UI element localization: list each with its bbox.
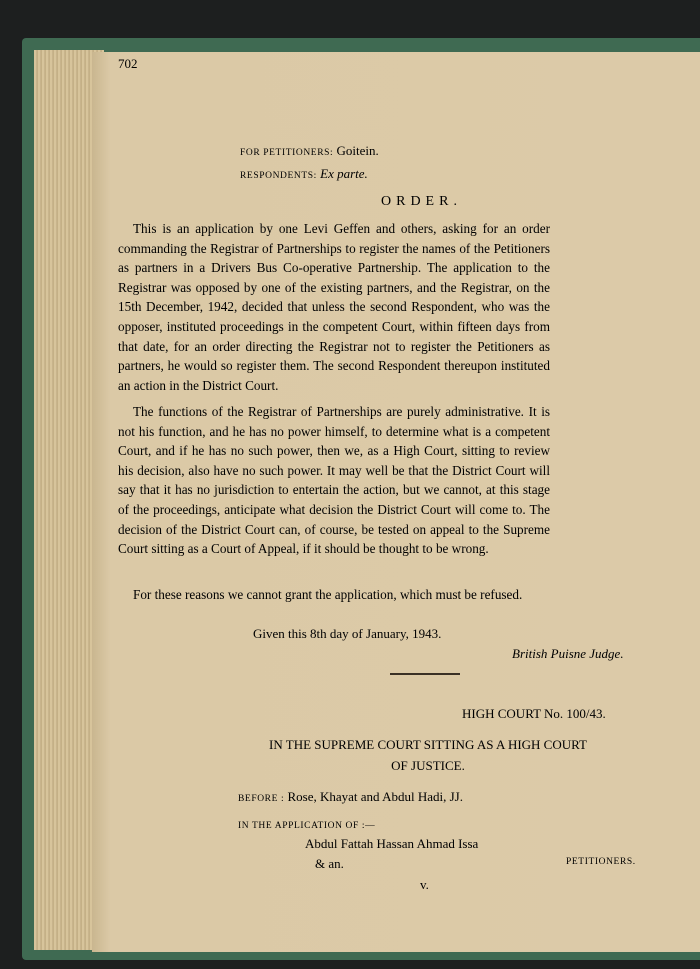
petitioners-label: FOR PETITIONERS:: [240, 148, 334, 158]
petitioners-value: Goitein.: [336, 143, 379, 158]
paragraph-1: This is an application by one Levi Geffen and others, asking for an order commanding the Registrar of Partnerships to register the names of the Petitioners as partners in a Drivers Bus Co-operative Partnership. The application to the Registrar was opposed by one of the existing partners, and the Registrar, on the 15th December, 1942, decided that unless the second Respondent, who was the opposer, instituted proceedings in the competent Court, within fifteen days from that date, for an order directing the Registrar not to register the Petitioners as partners, he would so register them. The second Respondent thereupon instituted an action in the District Court.: [118, 221, 550, 393]
case-number: HIGH COURT No. 100/43.: [462, 706, 606, 721]
respondents-value: Ex parte.: [320, 166, 368, 181]
page-number: 702: [118, 56, 138, 71]
bench: [238, 789, 463, 805]
party-role: PETITIONERS.: [566, 857, 636, 867]
paragraph-2: The functions of the Registrar of Partnerships are purely administrative. It is not his function, and he has no power himself, to determine what is a competent Court, and if he has no such power, then we, as a High Court, sitting to review his decision, also have no such power. It may well be that the District Court will say that it has no jurisdiction to entertain the action, but we cannot, at this stage of the proceedings, anticipate what decision the District Court will come to. The decision of the District Court can, of course, be tested on appeal to the Supreme Court sitting as a Court of Appeal, if it should be thought to be wrong.: [118, 404, 550, 557]
application-label: IN THE APPLICATION OF :—: [238, 821, 376, 831]
party-line-2: & an.: [315, 856, 344, 871]
respondents-label: RESPONDENTS:: [240, 171, 317, 181]
paragraph-3: For these reasons we cannot grant the application, which must be refused.: [133, 587, 523, 602]
court-title-line2: OF JUSTICE.: [391, 758, 465, 773]
judge-signature: British Puisne Judge.: [512, 646, 624, 661]
before-value: Rose, Khayat and Abdul Hadi, JJ.: [287, 789, 463, 804]
respondents-counsel: [240, 166, 368, 182]
before-label: BEFORE :: [238, 794, 285, 804]
party-line-1: Abdul Fattah Hassan Ahmad Issa: [305, 836, 479, 851]
versus: v.: [420, 877, 429, 892]
given-line: Given this 8th day of January, 1943.: [253, 626, 442, 641]
order-heading: ORDER.: [381, 194, 462, 209]
section-divider: [390, 673, 460, 675]
petitioners-counsel: [240, 143, 379, 159]
court-title-line1: IN THE SUPREME COURT SITTING AS A HIGH COURT: [269, 737, 587, 752]
